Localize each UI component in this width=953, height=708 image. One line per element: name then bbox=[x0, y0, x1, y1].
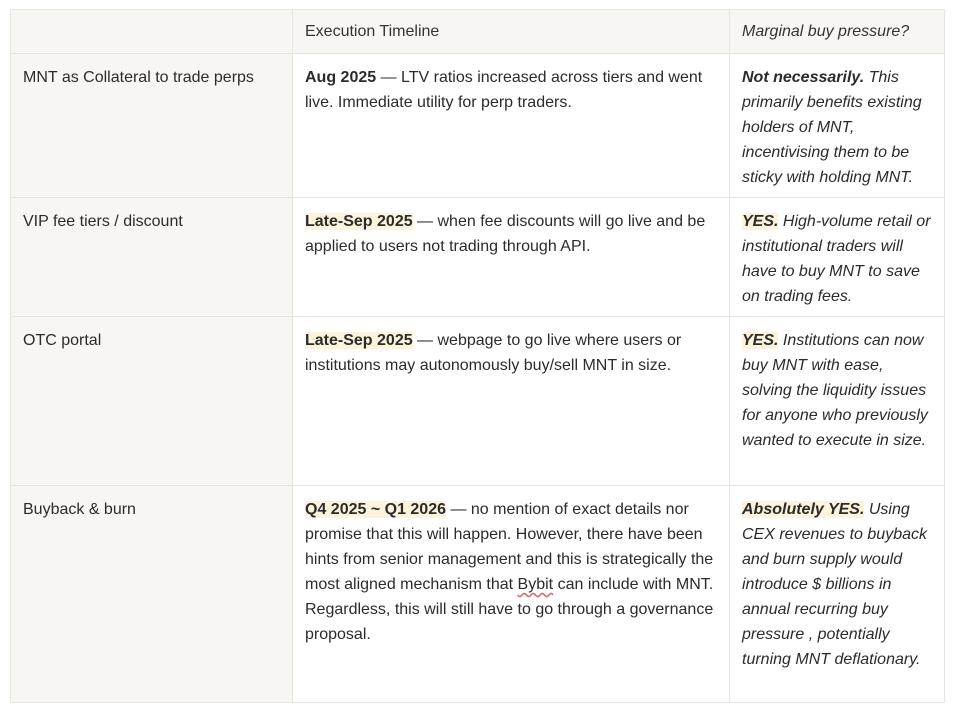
comparison-table bbox=[10, 9, 945, 703]
pressure-cell bbox=[730, 486, 945, 703]
feature-cell bbox=[11, 486, 293, 703]
feature-label: OTC portal bbox=[23, 332, 102, 349]
timeline-text: — LTV ratios increased across tiers and went live. Immediate utility for perp traders. bbox=[305, 69, 703, 111]
verdict: YES. bbox=[742, 213, 779, 230]
verdict: YES. bbox=[742, 332, 779, 349]
feature-label: VIP fee tiers / discount bbox=[23, 213, 183, 230]
pressure-text: High-volume retail or institutional traders will have to buy MNT to save on trading fees. bbox=[742, 213, 931, 305]
timeline-text: — when fee discounts will go live and be applied to users not trading through API. bbox=[305, 213, 706, 255]
pressure-cell bbox=[730, 198, 945, 317]
table-row bbox=[11, 486, 945, 703]
timeline-cell bbox=[293, 54, 730, 198]
verdict: Absolutely YES. bbox=[742, 501, 865, 518]
timeline-date: Late-Sep 2025 bbox=[305, 332, 413, 349]
verdict: Not necessarily. bbox=[742, 69, 865, 86]
header-row bbox=[11, 10, 945, 54]
timeline-cell bbox=[293, 198, 730, 317]
pressure-text: This primarily benefits existing holders of MNT, incentivising them to be sticky with holding MNT. bbox=[742, 69, 922, 186]
timeline-date: Late-Sep 2025 bbox=[305, 213, 413, 230]
table-row bbox=[11, 198, 945, 317]
timeline-text: — no mention of exact details nor promise that this will happen. However, there have been hints from senior management and this is strategically the most aligned mechanism that bbox=[305, 501, 714, 593]
timeline-date: Q4 2025 ~ Q1 2026 bbox=[305, 501, 446, 518]
feature-cell bbox=[11, 54, 293, 198]
pressure-text: Using CEX revenues to buyback and burn supply would introduce $ billions in annual recurring buy pressure , potentially turning MNT deflationary. bbox=[742, 501, 927, 668]
feature-cell bbox=[11, 317, 293, 486]
timeline-date: Aug 2025 bbox=[305, 69, 377, 86]
header-feature-cell bbox=[11, 10, 293, 54]
timeline-text: — webpage to go live where users or institutions may autonomously buy/sell MNT in size. bbox=[305, 332, 682, 374]
pressure-text: Institutions can now buy MNT with ease, solving the liquidity issues for anyone who previously wanted to execute in size. bbox=[742, 332, 928, 449]
table-row bbox=[11, 317, 945, 486]
timeline-cell bbox=[293, 486, 730, 703]
timeline-text: can include with MNT. Regardless, this will still have to go through a governance proposal. bbox=[305, 576, 714, 643]
timeline-cell bbox=[293, 317, 730, 486]
table-row bbox=[11, 54, 945, 198]
feature-label: MNT as Collateral to trade perps bbox=[23, 69, 254, 86]
feature-label: Buyback & burn bbox=[23, 501, 136, 518]
header-timeline: Execution Timeline bbox=[293, 10, 730, 54]
feature-cell bbox=[11, 198, 293, 317]
spellcheck-word: Bybit bbox=[517, 576, 554, 593]
pressure-cell bbox=[730, 317, 945, 486]
pressure-cell bbox=[730, 54, 945, 198]
header-pressure: Marginal buy pressure? bbox=[730, 10, 945, 54]
